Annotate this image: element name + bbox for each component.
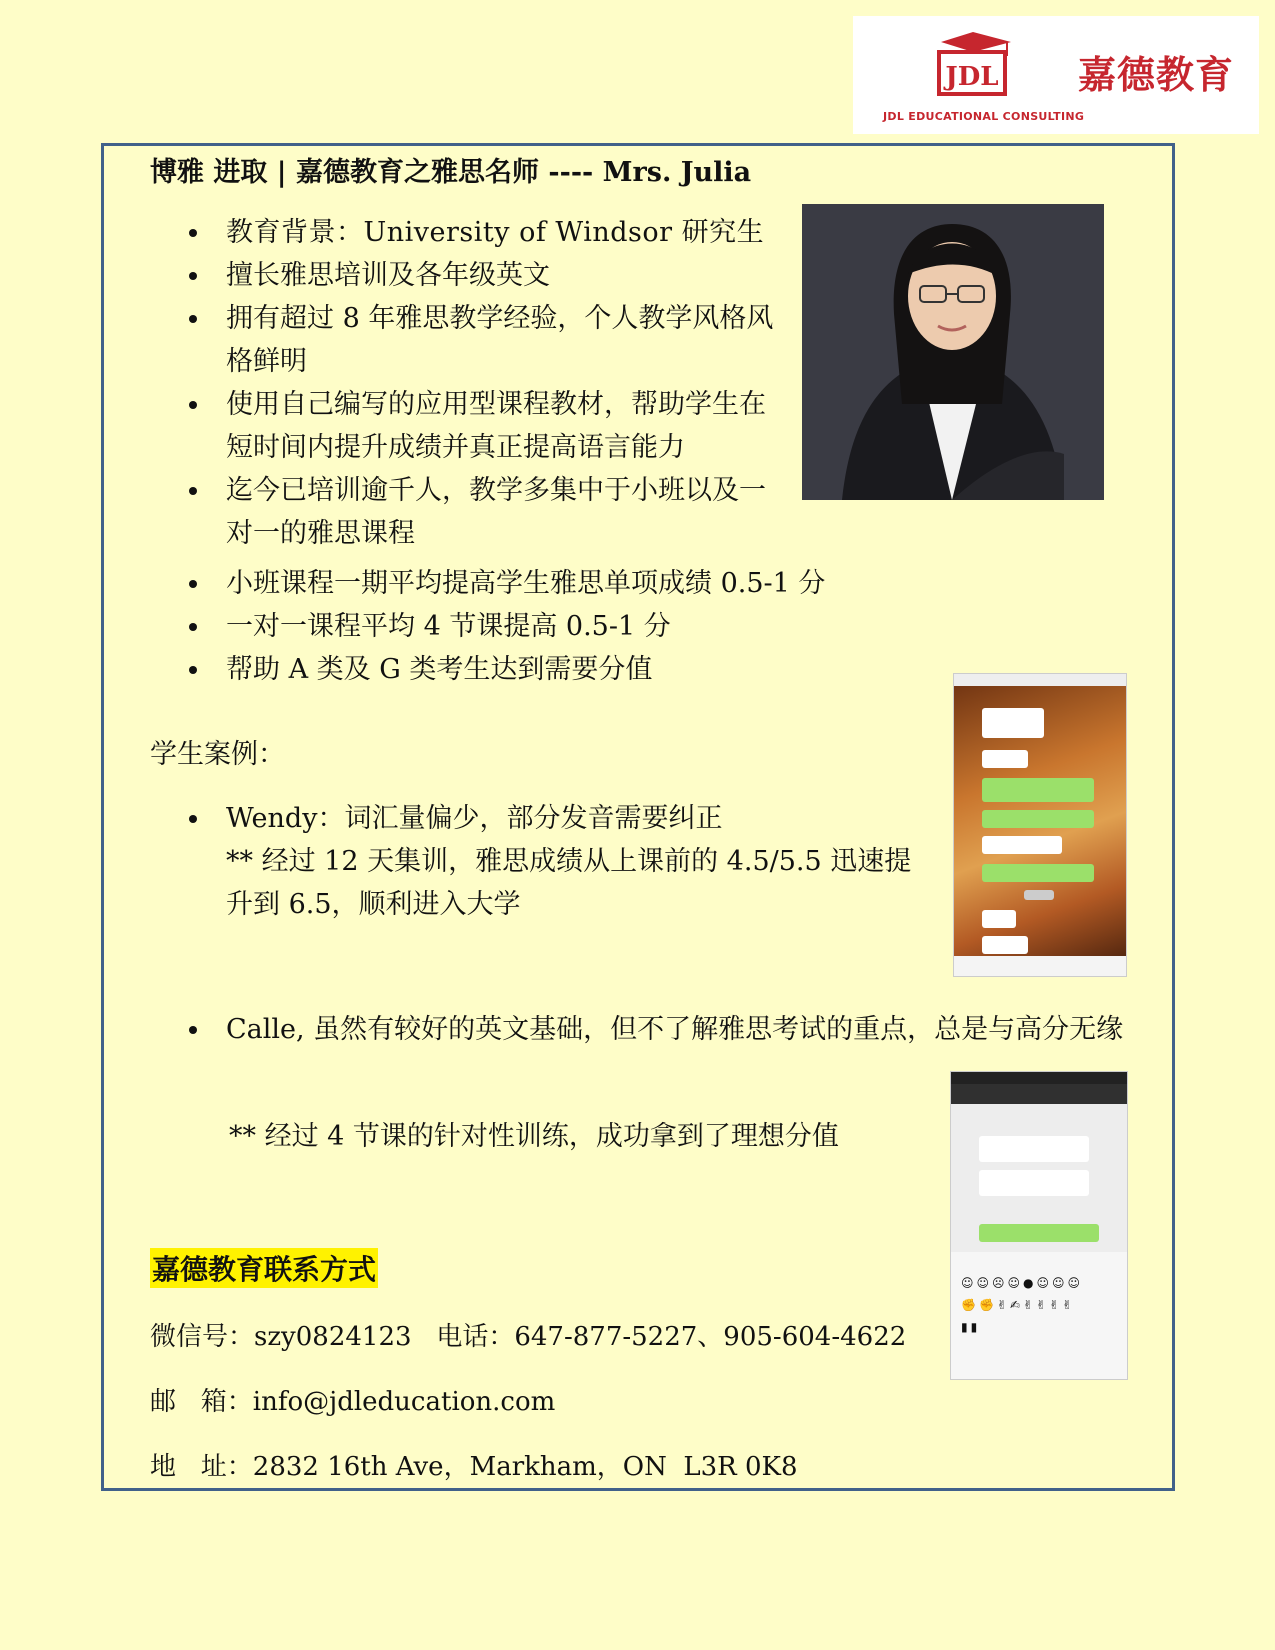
bullet-specialty: 擅长雅思培训及各年级英文 — [150, 254, 810, 297]
case-calle-description: Calle, 虽然有较好的英文基础，但不了解雅思考试的重点，总是与高分无缘 — [150, 1008, 1130, 1051]
teacher-results — [150, 562, 1050, 691]
case-calle — [150, 1008, 1130, 1051]
teacher-highlights — [150, 211, 810, 555]
bullet-small-class: 小班课程一期平均提高学生雅思单项成绩 0.5-1 分 — [150, 562, 1050, 605]
bullet-one-on-one: 一对一课程平均 4 节课提高 0.5-1 分 — [150, 605, 1050, 648]
case-wendy — [150, 797, 950, 840]
case-calle-result: ** 经过 4 节课的针对性训练，成功拿到了理想分值 — [229, 1121, 839, 1152]
emoji-grid: ☺☺☹☺●☺☺☺ ✊✊✌✍✌✌✌✌ ▮▮ — [961, 1276, 1084, 1334]
logo-name-cn: 嘉德教育 — [1078, 53, 1235, 97]
contact-email: 邮 箱：info@jdleducation.com — [150, 1387, 556, 1417]
student-cases-label: 学生案例： — [150, 739, 285, 770]
case-wendy-description: Wendy：词汇量偏少，部分发音需要纠正 — [150, 797, 950, 840]
logo-name-en: JDL EDUCATIONAL CONSULTING — [883, 110, 1085, 123]
wechat-screenshot-wendy — [953, 673, 1127, 977]
bullet-a-g-class: 帮助 A 类及 G 类考生达到需要分值 — [150, 648, 1050, 691]
graduation-cap-icon — [931, 30, 1015, 102]
contact-wechat-phone: 微信号：szy0824123 电话：647-877-5227、905-604-4622 — [150, 1322, 907, 1352]
bullet-education: 教育背景：University of Windsor 研究生 — [150, 211, 810, 254]
company-logo — [853, 16, 1259, 134]
logo-emblem-text: JDL — [945, 62, 999, 92]
contact-title: 嘉德教育联系方式 — [150, 1248, 378, 1288]
bullet-students-trained: 迄今已培训逾千人，教学多集中于小班以及一对一的雅思课程 — [150, 469, 786, 555]
teacher-portrait-illustration — [802, 204, 1104, 500]
contact-address: 地 址：2832 16th Ave，Markham，ON L3R 0K8 — [150, 1452, 798, 1482]
teacher-photo — [802, 204, 1104, 500]
page-title: 博雅 进取 | 嘉德教育之雅思名师 ---- Mrs. Julia — [150, 157, 752, 188]
case-wendy-result: ** 经过 12 天集训，雅思成绩从上课前的 4.5/5.5 迅速提升到 6.5，顺利进入大学 — [226, 846, 912, 920]
bullet-experience: 拥有超过 8 年雅思教学经验，个人教学风格风格鲜明 — [150, 297, 786, 383]
wechat-screenshot-calle — [950, 1071, 1128, 1380]
bullet-materials: 使用自己编写的应用型课程教材，帮助学生在短时间内提升成绩并真正提高语言能力 — [150, 383, 786, 469]
